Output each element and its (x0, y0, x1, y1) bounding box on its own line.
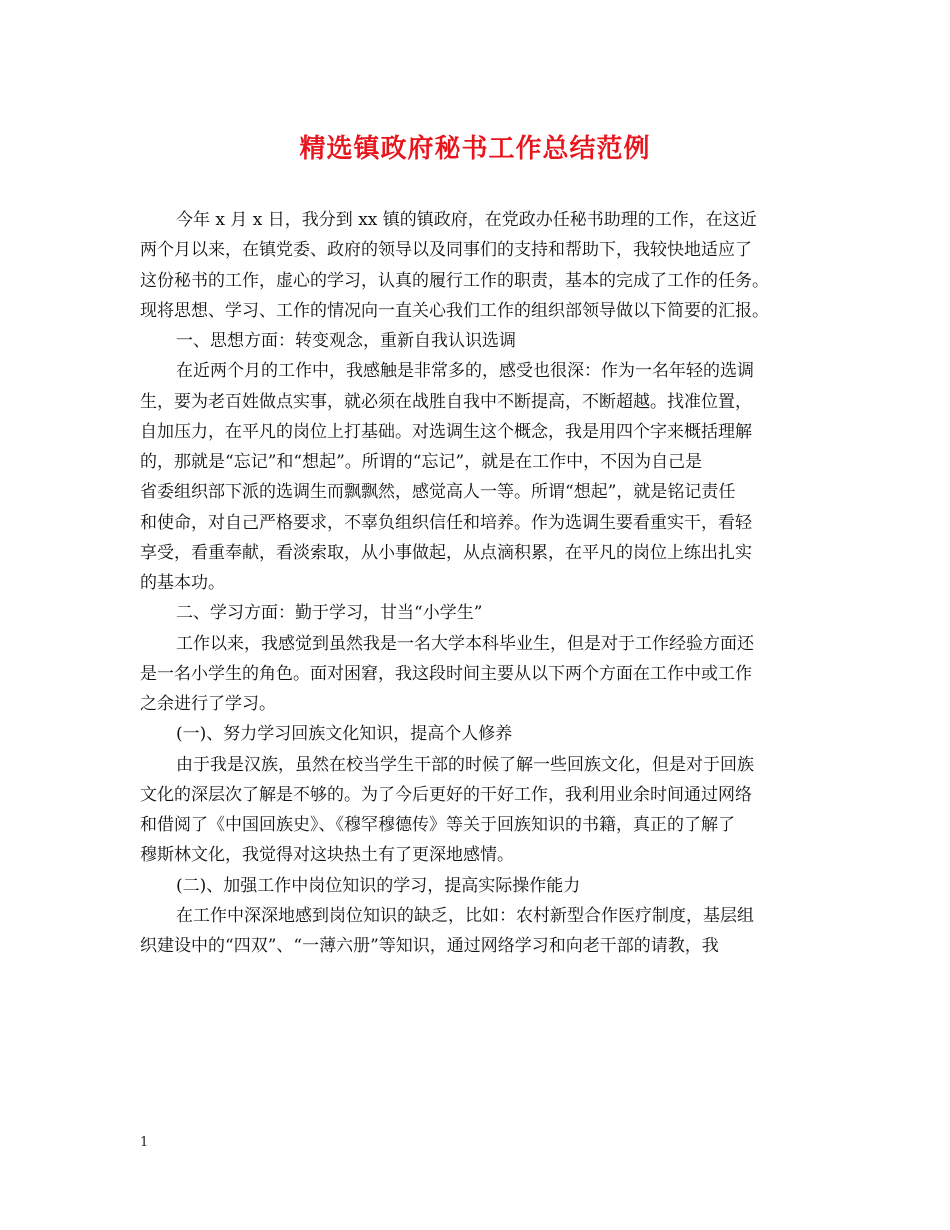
document-title: 精选镇政府秘书工作总结范例 (299, 134, 651, 164)
paragraph-line: 是一名小学生的角色。面对困窘，我这段时间主要从以下两个方面在工作中或工作 (140, 663, 752, 684)
paragraph-line: 在工作中深深地感到岗位知识的缺乏，比如：农村新型合作医疗制度，基层组 (176, 905, 754, 926)
paragraph-line: 今年 x 月 x 日，我分到 xx 镇的镇政府，在党政办任秘书助理的工作，在这近 (176, 210, 757, 230)
page-number: 1 (140, 1135, 149, 1150)
paragraph-line: 生，要为老百姓做点实事，就必须在战胜自我中不断提高，不断超越。找准位置， (140, 391, 752, 412)
paragraph-line: 由于我是汉族，虽然在校当学生干部的时候了解一些回族文化，但是对于回族 (176, 754, 754, 775)
paragraph-line: 享受，看重奉献，看淡索取，从小事做起，从点滴积累，在平凡的岗位上练出扎实 (140, 542, 752, 563)
paragraph-line: 两个月以来，在镇党委、政府的领导以及同事们的支持和帮助下，我较快地适应了 (140, 240, 752, 261)
paragraph-line: 的，那就是“忘记”和“想起”。所谓的“忘记”，就是在工作中，不因为自己是 (140, 452, 703, 472)
paragraph-line: 现将思想、学习、工作的情况向一直关心我们工作的组织部领导做以下简要的汇报。 (140, 300, 769, 321)
paragraph-line: (二)、加强工作中岗位知识的学习，提高实际操作能力 (176, 875, 581, 896)
paragraph-line: 和借阅了《中国回族史》、《穆罕穆德传》等关于回族知识的书籍，真正的了解了 (140, 815, 735, 835)
paragraph-line: 一、思想方面：转变观念，重新自我认识选调 (176, 331, 516, 351)
paragraph-line: 二、学习方面：勤于学习，甘当“小学生” (176, 603, 483, 624)
paragraph-line: 这份秘书的工作，虚心的学习，认真的履行工作的职责，基本的完成了工作的任务。 (140, 270, 769, 291)
paragraph-line: (一)、努力学习回族文化知识，提高个人修养 (176, 724, 513, 745)
paragraph-line: 工作以来，我感觉到虽然我是一名大学本科毕业生，但是对于工作经验方面还 (176, 633, 754, 654)
paragraph-line: 省委组织部下派的选调生而飘飘然，感觉高人一等。所谓“想起”，就是铭记责任 (140, 482, 736, 503)
document-body (140, 205, 820, 961)
paragraph-line: 文化的深层次了解是不够的。为了今后更好的干好工作，我利用业余时间通过网络 (140, 784, 752, 805)
paragraph-line: 自加压力，在平凡的岗位上打基础。对选调生这个概念，我是用四个字来概括理解 (140, 421, 752, 442)
paragraph-line: 之余进行了学习。 (140, 694, 276, 714)
paragraph-line: 穆斯林文化，我觉得对这块热土有了更深地感情。 (140, 845, 514, 866)
paragraph-line: 在近两个月的工作中，我感触是非常多的，感受也很深：作为一名年轻的选调 (176, 361, 754, 382)
paragraph-line: 织建设中的“四双”、“一薄六册”等知识，通过网络学习和向老干部的请教，我 (140, 936, 719, 956)
paragraph-line: 的基本功。 (140, 573, 225, 593)
paragraph-line: 和使命，对自己严格要求，不辜负组织信任和培养。作为选调生要看重实干，看轻 (140, 512, 752, 533)
